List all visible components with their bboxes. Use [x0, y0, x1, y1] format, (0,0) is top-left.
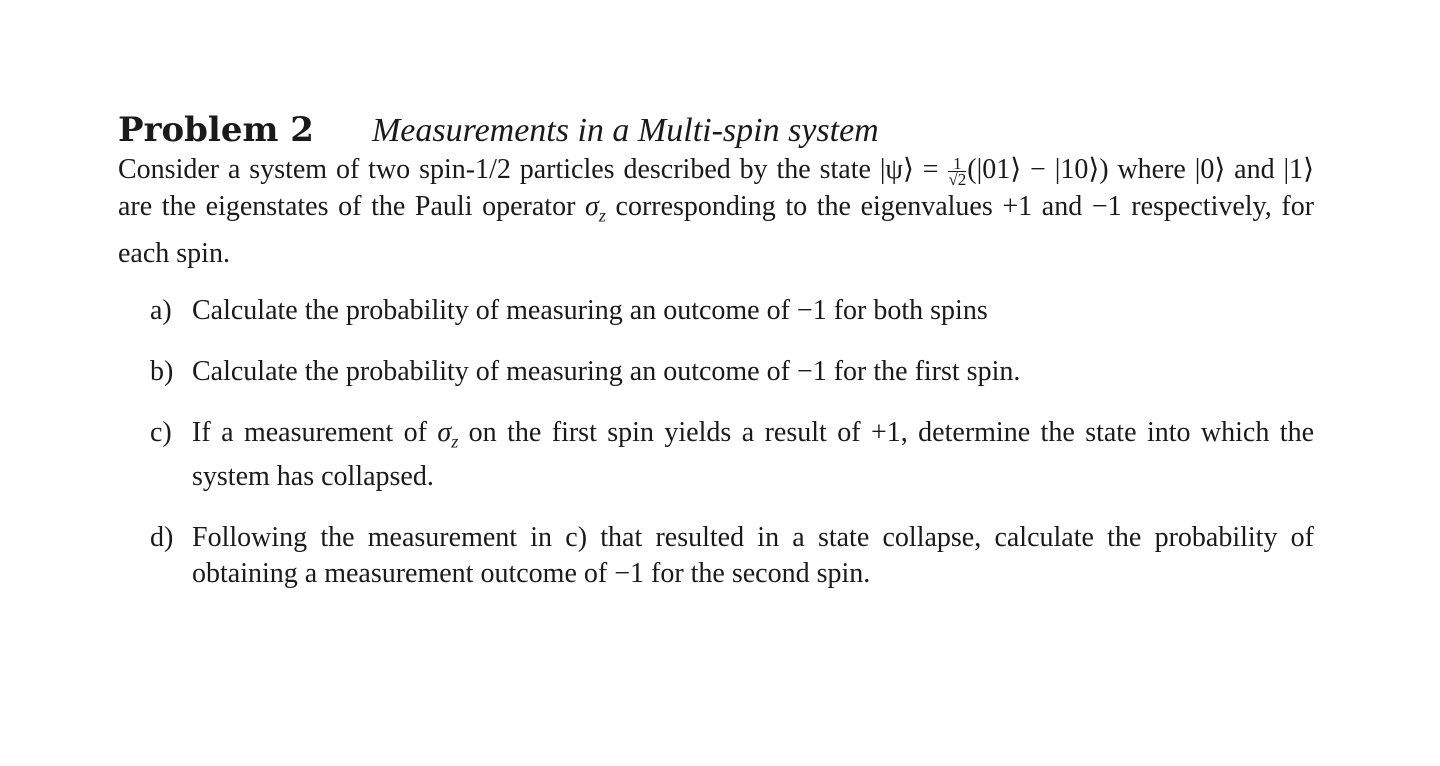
sigma-subscript: z — [598, 205, 606, 226]
fraction-denominator: √2 — [948, 170, 967, 190]
intro-text-b: (|01⟩ − |10⟩) where |0⟩ and |1⟩ are the eigenstates of the Pauli operator — [118, 154, 1315, 222]
problem-parts-list — [118, 293, 1314, 593]
problem-intro — [118, 151, 1314, 272]
fraction-one-over-root-two — [948, 154, 967, 190]
sigma-symbol: σ — [585, 191, 599, 222]
part-d — [150, 520, 1314, 592]
part-b — [150, 354, 1314, 390]
sigma-subscript: z — [451, 431, 459, 452]
part-label: c) — [150, 416, 172, 448]
pauli-sigma — [437, 416, 459, 452]
problem-title: Measurements in a Multi-spin system — [371, 112, 879, 149]
part-label: d) — [150, 522, 174, 554]
problem-heading — [118, 110, 1314, 151]
part-label: a) — [150, 294, 172, 326]
intro-text-a: Consider a system of two spin-1/2 particles described by the state |ψ⟩ = — [118, 154, 939, 185]
part-text: Calculate the probability of measuring an outcome of −1 for the first spin. — [192, 355, 1021, 387]
part-label: b) — [150, 355, 174, 387]
part-text: Following the measurement in c) that resulted in a state collapse, calculate the probability of obtaining a measurement outcome of −1 for the second spin. — [192, 522, 1314, 590]
problem-page — [118, 110, 1314, 617]
part-text: Calculate the probability of measuring an outcome of −1 for both spins — [192, 294, 988, 326]
fraction-numerator: 1 — [953, 154, 962, 174]
sigma-symbol: σ — [437, 416, 452, 448]
part-c-text-a: If a measurement of — [192, 416, 427, 448]
part-c — [150, 415, 1314, 496]
part-c-text-b: on the first spin yields a result of +1, determine the state into which the system has collapsed. — [192, 416, 1315, 493]
problem-number: Problem 2 — [118, 110, 314, 150]
pauli-sigma — [585, 191, 606, 226]
part-text — [192, 415, 1314, 496]
intro-text-c: corresponding to the eigenvalues +1 and −1 respectively, for each spin. — [118, 191, 1315, 269]
part-a — [150, 293, 1314, 329]
